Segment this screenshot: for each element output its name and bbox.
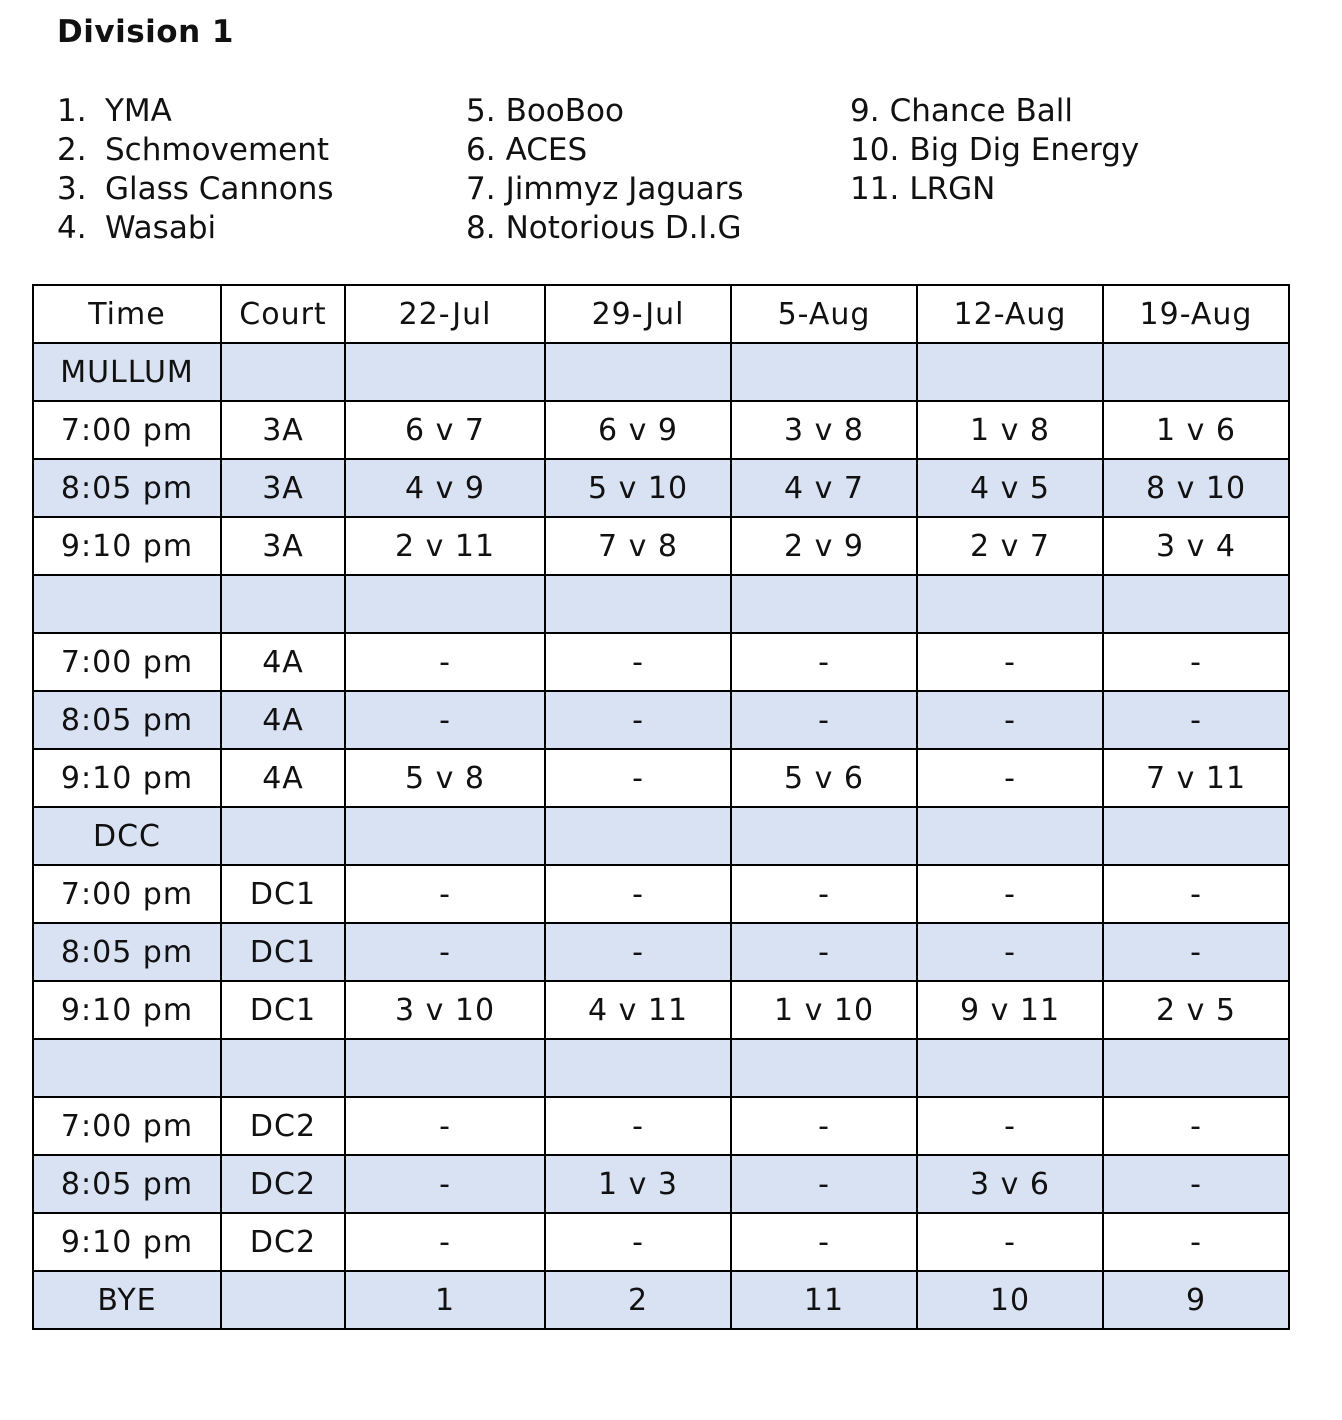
match-cell: - <box>345 865 545 923</box>
time-cell: 9:10 pm <box>33 749 221 807</box>
match-cell: - <box>917 691 1103 749</box>
team-name: Big Dig Energy <box>909 132 1140 168</box>
match-cell: 6 v 9 <box>545 401 731 459</box>
match-cell <box>917 575 1103 633</box>
match-cell: 9 v 11 <box>917 981 1103 1039</box>
match-cell: 1 v 3 <box>545 1155 731 1213</box>
time-cell: 8:05 pm <box>33 691 221 749</box>
match-cell: - <box>731 633 917 691</box>
match-cell <box>731 1039 917 1097</box>
header-cell-date: 12-Aug <box>917 285 1103 343</box>
match-cell <box>345 807 545 865</box>
time-cell <box>33 1039 221 1097</box>
match-cell: 10 <box>917 1271 1103 1329</box>
match-cell: 4 v 7 <box>731 459 917 517</box>
match-cell: - <box>545 691 731 749</box>
team-name: Notorious D.I.G <box>505 210 742 246</box>
time-cell: 8:05 pm <box>33 459 221 517</box>
table-row <box>33 1213 1289 1271</box>
match-cell <box>917 807 1103 865</box>
match-cell <box>545 343 731 401</box>
table-row <box>33 1039 1289 1097</box>
match-cell: - <box>345 633 545 691</box>
court-cell <box>221 575 345 633</box>
match-cell: - <box>545 923 731 981</box>
header-cell-date: 5-Aug <box>731 285 917 343</box>
match-cell: - <box>1103 1097 1289 1155</box>
match-cell <box>545 575 731 633</box>
match-cell: - <box>545 1097 731 1155</box>
table-row <box>33 1155 1289 1213</box>
time-cell: 9:10 pm <box>33 981 221 1039</box>
match-cell: 5 v 10 <box>545 459 731 517</box>
court-cell: DC2 <box>221 1213 345 1271</box>
table-row <box>33 923 1289 981</box>
court-cell: DC1 <box>221 923 345 981</box>
time-cell: 9:10 pm <box>33 517 221 575</box>
match-cell: - <box>731 865 917 923</box>
team-name: Wasabi <box>105 210 217 246</box>
schedule-body <box>33 285 1289 1329</box>
table-row <box>33 575 1289 633</box>
team-list-column-2 <box>466 92 744 248</box>
match-cell <box>1103 575 1289 633</box>
team-list <box>0 92 1342 252</box>
match-cell: 7 v 8 <box>545 517 731 575</box>
match-cell: - <box>917 749 1103 807</box>
match-cell: 3 v 10 <box>345 981 545 1039</box>
time-cell: 7:00 pm <box>33 633 221 691</box>
court-cell: 3A <box>221 401 345 459</box>
match-cell: 6 v 7 <box>345 401 545 459</box>
match-cell: 3 v 6 <box>917 1155 1103 1213</box>
time-cell: DCC <box>33 807 221 865</box>
table-row <box>33 1271 1289 1329</box>
match-cell: 2 <box>545 1271 731 1329</box>
table-row <box>33 343 1289 401</box>
match-cell: 8 v 10 <box>1103 459 1289 517</box>
match-cell: 5 v 8 <box>345 749 545 807</box>
match-cell: - <box>1103 865 1289 923</box>
table-row <box>33 633 1289 691</box>
header-cell-date: 29-Jul <box>545 285 731 343</box>
team-list-column-3 <box>850 92 1139 209</box>
team-item <box>466 170 744 209</box>
time-cell: 7:00 pm <box>33 865 221 923</box>
team-name: YMA <box>105 93 172 129</box>
team-number: 9. <box>850 93 880 129</box>
match-cell: - <box>731 1097 917 1155</box>
court-cell: 4A <box>221 749 345 807</box>
team-name: Chance Ball <box>889 93 1073 129</box>
match-cell: 2 v 11 <box>345 517 545 575</box>
match-cell <box>917 343 1103 401</box>
match-cell <box>545 1039 731 1097</box>
match-cell: - <box>1103 691 1289 749</box>
team-item <box>57 131 334 170</box>
match-cell <box>345 343 545 401</box>
match-cell: - <box>1103 923 1289 981</box>
team-item <box>850 170 1139 209</box>
match-cell: - <box>345 1155 545 1213</box>
match-cell: - <box>1103 1155 1289 1213</box>
team-number: 2. <box>57 132 87 168</box>
team-item <box>850 131 1139 170</box>
team-number: 10. <box>850 132 900 168</box>
team-number: 1. <box>57 93 87 129</box>
match-cell: - <box>1103 1213 1289 1271</box>
team-name: ACES <box>505 132 588 168</box>
match-cell: 5 v 6 <box>731 749 917 807</box>
team-number: 4. <box>57 210 87 246</box>
court-cell: 4A <box>221 633 345 691</box>
team-number: 3. <box>57 171 87 207</box>
table-row <box>33 1097 1289 1155</box>
table-row <box>33 865 1289 923</box>
table-row <box>33 749 1289 807</box>
court-cell: DC1 <box>221 981 345 1039</box>
match-cell: - <box>917 865 1103 923</box>
match-cell: 9 <box>1103 1271 1289 1329</box>
match-cell: - <box>545 1213 731 1271</box>
match-cell <box>1103 1039 1289 1097</box>
team-item <box>57 170 334 209</box>
page-title: Division 1 <box>57 14 234 50</box>
match-cell: - <box>731 1213 917 1271</box>
team-number: 11. <box>850 171 900 207</box>
court-cell: DC2 <box>221 1097 345 1155</box>
time-cell: 8:05 pm <box>33 1155 221 1213</box>
team-item <box>850 92 1139 131</box>
match-cell: - <box>545 749 731 807</box>
time-cell: MULLUM <box>33 343 221 401</box>
match-cell <box>731 575 917 633</box>
header-cell-time: Time <box>33 285 221 343</box>
match-cell: 2 v 5 <box>1103 981 1289 1039</box>
match-cell: - <box>917 923 1103 981</box>
table-row <box>33 517 1289 575</box>
table-row <box>33 981 1289 1039</box>
team-item <box>57 92 334 131</box>
header-row <box>33 285 1289 343</box>
team-name: BooBoo <box>505 93 624 129</box>
match-cell: 7 v 11 <box>1103 749 1289 807</box>
court-cell <box>221 1039 345 1097</box>
court-cell: 3A <box>221 459 345 517</box>
match-cell: 4 v 9 <box>345 459 545 517</box>
team-name: Schmovement <box>105 132 330 168</box>
match-cell: 1 v 8 <box>917 401 1103 459</box>
court-cell <box>221 807 345 865</box>
header-cell-date: 22-Jul <box>345 285 545 343</box>
match-cell: 1 v 6 <box>1103 401 1289 459</box>
team-name: LRGN <box>909 171 996 207</box>
match-cell <box>731 807 917 865</box>
header-cell-date: 19-Aug <box>1103 285 1289 343</box>
match-cell: 4 v 11 <box>545 981 731 1039</box>
court-cell: 3A <box>221 517 345 575</box>
team-item <box>57 209 334 248</box>
time-cell: BYE <box>33 1271 221 1329</box>
table-row <box>33 807 1289 865</box>
match-cell: - <box>345 1097 545 1155</box>
match-cell: - <box>917 1097 1103 1155</box>
time-cell: 7:00 pm <box>33 1097 221 1155</box>
match-cell: 3 v 8 <box>731 401 917 459</box>
time-cell <box>33 575 221 633</box>
time-cell: 7:00 pm <box>33 401 221 459</box>
team-name: Glass Cannons <box>105 171 334 207</box>
court-cell: DC2 <box>221 1155 345 1213</box>
team-name: Jimmyz Jaguars <box>505 171 744 207</box>
match-cell: - <box>731 923 917 981</box>
match-cell <box>345 575 545 633</box>
match-cell <box>345 1039 545 1097</box>
team-number: 5. <box>466 93 496 129</box>
team-item <box>466 209 744 248</box>
court-cell <box>221 343 345 401</box>
team-number: 6. <box>466 132 496 168</box>
court-cell <box>221 1271 345 1329</box>
court-cell: DC1 <box>221 865 345 923</box>
match-cell: - <box>917 633 1103 691</box>
time-cell: 8:05 pm <box>33 923 221 981</box>
team-number: 8. <box>466 210 496 246</box>
match-cell: - <box>345 923 545 981</box>
time-cell: 9:10 pm <box>33 1213 221 1271</box>
match-cell: 4 v 5 <box>917 459 1103 517</box>
match-cell <box>1103 343 1289 401</box>
court-cell: 4A <box>221 691 345 749</box>
match-cell: 3 v 4 <box>1103 517 1289 575</box>
match-cell: 2 v 9 <box>731 517 917 575</box>
match-cell: - <box>1103 633 1289 691</box>
team-item <box>466 131 744 170</box>
table-row <box>33 691 1289 749</box>
match-cell: - <box>545 633 731 691</box>
match-cell: - <box>345 1213 545 1271</box>
match-cell: 1 v 10 <box>731 981 917 1039</box>
match-cell <box>1103 807 1289 865</box>
match-cell: - <box>345 691 545 749</box>
match-cell <box>545 807 731 865</box>
match-cell: - <box>731 1155 917 1213</box>
header-cell-court: Court <box>221 285 345 343</box>
table-row <box>33 459 1289 517</box>
team-item <box>466 92 744 131</box>
match-cell: 2 v 7 <box>917 517 1103 575</box>
team-number: 7. <box>466 171 496 207</box>
match-cell: - <box>731 691 917 749</box>
table-row <box>33 401 1289 459</box>
match-cell <box>731 343 917 401</box>
match-cell <box>917 1039 1103 1097</box>
match-cell: 11 <box>731 1271 917 1329</box>
schedule-table <box>32 284 1290 1330</box>
match-cell: 1 <box>345 1271 545 1329</box>
match-cell: - <box>917 1213 1103 1271</box>
team-list-column-1 <box>57 92 334 248</box>
match-cell: - <box>545 865 731 923</box>
